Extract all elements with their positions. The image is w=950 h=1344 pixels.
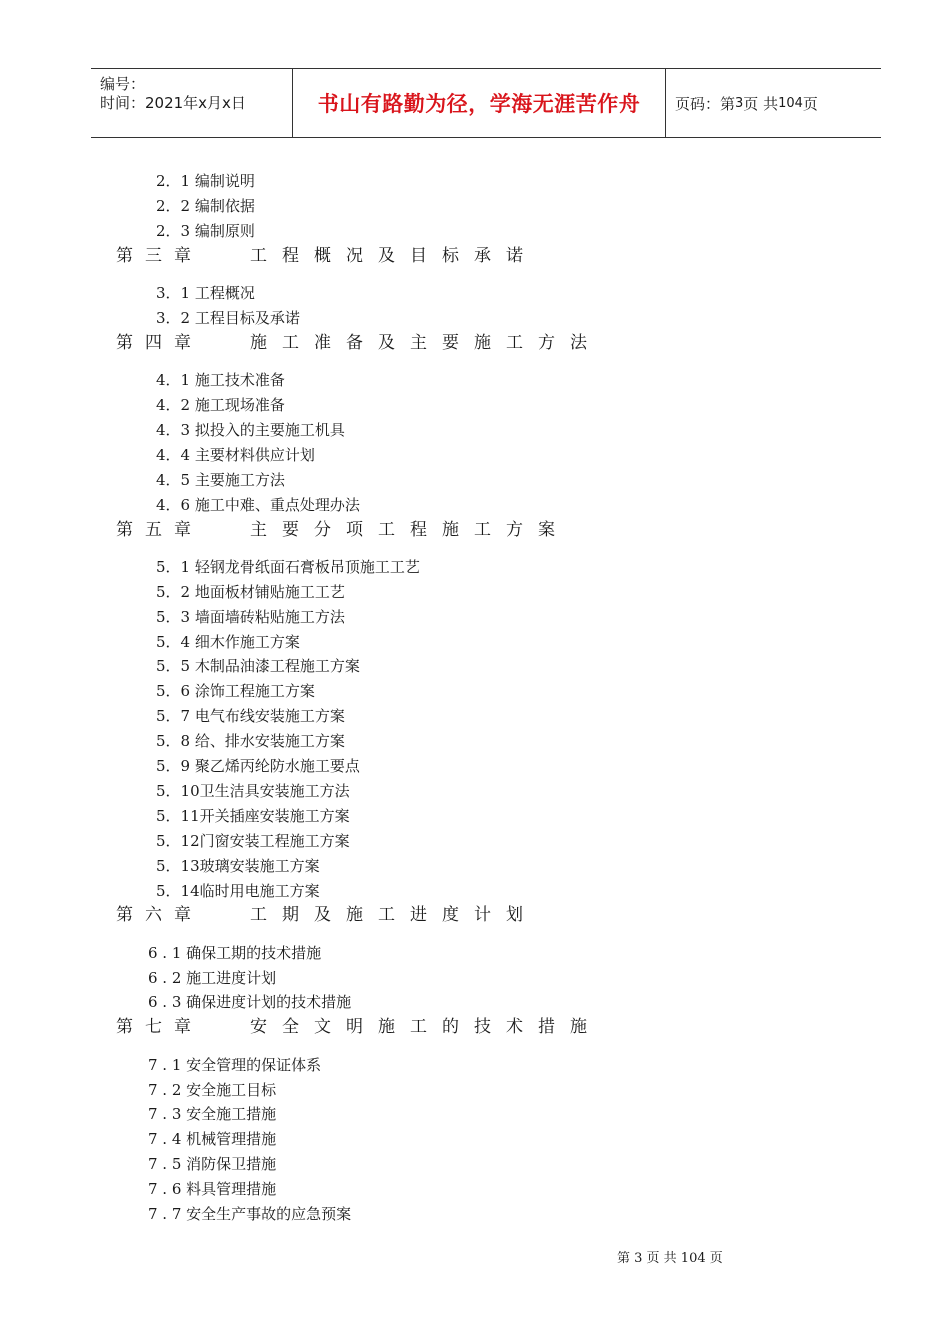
chapter-heading (116, 519, 570, 541)
page-prefix: 页码：第 (675, 94, 736, 113)
toc-item: 5．1 轻钢龙骨纸面石膏板吊顶施工工艺 (156, 558, 420, 576)
toc-item: 7 . 3 安全施工措施 (148, 1105, 277, 1123)
toc-item: 7 . 5 消防保卫措施 (148, 1155, 277, 1173)
page-total: 104 (778, 95, 803, 111)
toc-item: 5．9 聚乙烯丙纶防水施工要点 (156, 757, 360, 775)
chapter-number: 第六章 (116, 905, 203, 925)
toc-item: 4．3 拟投入的主要施工机具 (156, 421, 345, 439)
header-page-cell (666, 69, 881, 137)
toc-item: 4．4 主要材料供应计划 (156, 446, 315, 464)
toc-item: 5．12门窗安装工程施工方案 (156, 832, 350, 850)
toc-item: 5．11开关插座安装施工方案 (156, 807, 350, 825)
code-label: 编号： (100, 75, 146, 93)
chapter-heading (116, 1016, 602, 1038)
header-meta-cell (91, 69, 293, 137)
toc-item: 5．8 给、排水安装施工方案 (156, 732, 345, 750)
toc-item: 2．1 编制说明 (156, 172, 255, 190)
chapter-number: 第七章 (116, 1017, 203, 1037)
page-header (91, 68, 881, 138)
toc-item: 7 . 6 料具管理措施 (148, 1180, 277, 1198)
toc-item: 3．1 工程概况 (156, 284, 255, 302)
chapter-heading (116, 904, 538, 926)
toc-item: 7 . 1 安全管理的保证体系 (148, 1056, 322, 1074)
page-suffix: 页 (802, 94, 818, 113)
toc-item: 5．4 细木作施工方案 (156, 633, 300, 651)
toc-item: 7 . 4 机械管理措施 (148, 1130, 277, 1148)
toc-item: 2．3 编制原则 (156, 222, 255, 240)
page-number: 3 (735, 95, 744, 111)
page-footer: 第 3 页 共 104 页 (617, 1251, 723, 1266)
chapter-title: 主要分项工程施工方案 (250, 520, 570, 540)
toc-item: 7 . 7 安全生产事故的应急预案 (148, 1205, 352, 1223)
toc-item: 4．5 主要施工方法 (156, 471, 285, 489)
chapter-number: 第三章 (116, 246, 203, 266)
header-motto-cell (293, 69, 666, 137)
toc-item: 6 . 2 施工进度计划 (148, 969, 277, 987)
chapter-number: 第四章 (116, 333, 203, 353)
toc-item: 5．14临时用电施工方案 (156, 882, 320, 900)
toc-item: 6 . 1 确保工期的技术措施 (148, 944, 322, 962)
toc-item: 4．6 施工中难、重点处理办法 (156, 496, 360, 514)
toc-item: 2．2 编制依据 (156, 197, 255, 215)
toc-item: 5．7 电气布线安装施工方案 (156, 707, 345, 725)
chapter-heading (116, 332, 602, 354)
motto-text: 书山有路勤为径，学海无涯苦作舟 (317, 92, 641, 116)
toc-item: 4．2 施工现场准备 (156, 396, 285, 414)
toc-item: 5．2 地面板材铺贴施工工艺 (156, 583, 345, 601)
toc-item: 4．1 施工技术准备 (156, 371, 285, 389)
chapter-title: 工程概况及目标承诺 (250, 246, 538, 266)
toc-item: 5．3 墙面墙砖粘贴施工方法 (156, 608, 345, 626)
toc-item: 7 . 2 安全施工目标 (148, 1081, 277, 1099)
toc-item: 5．6 涂饰工程施工方案 (156, 682, 315, 700)
page-mid: 页 共 (743, 94, 779, 113)
toc-item: 5．13玻璃安装施工方案 (156, 857, 320, 875)
chapter-number: 第五章 (116, 520, 203, 540)
toc-item: 3．2 工程目标及承诺 (156, 309, 300, 327)
toc-item: 6 . 3 确保进度计划的技术措施 (148, 993, 352, 1011)
chapter-title: 施工准备及主要施工方法 (250, 333, 602, 353)
chapter-title: 工期及施工进度计划 (250, 905, 538, 925)
toc-item: 5．5 木制品油漆工程施工方案 (156, 657, 360, 675)
toc-item: 5．10卫生洁具安装施工方法 (156, 782, 350, 800)
chapter-heading (116, 245, 538, 267)
chapter-title: 安全文明施工的技术措施 (250, 1017, 602, 1037)
time-label: 时间：2021年x月x日 (100, 94, 246, 112)
